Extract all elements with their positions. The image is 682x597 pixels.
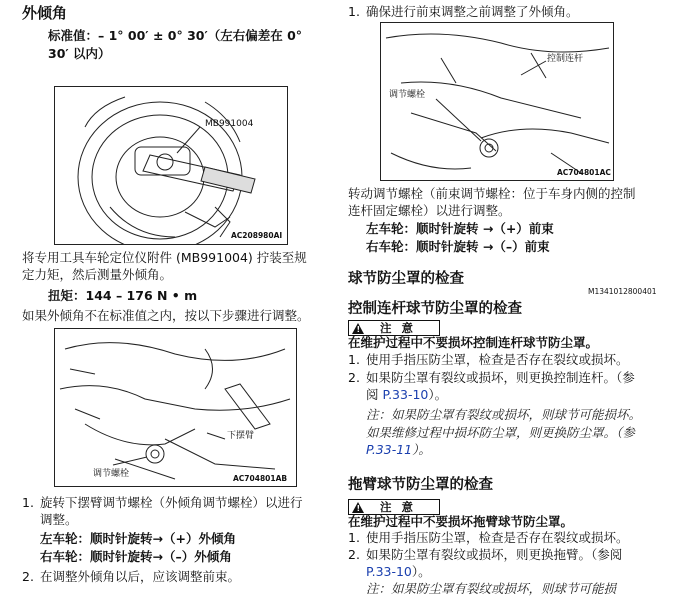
- figure-control-rod-bolt: [380, 22, 614, 181]
- section-code: M1341012800401: [588, 287, 657, 296]
- step1-right-wheel: 右车轮：顺时针旋转→（–）外倾角: [40, 549, 232, 564]
- warning-icon: !: [352, 502, 364, 513]
- figure-id: AC208980AI: [231, 231, 283, 240]
- standard-value-line1: 标准值：– 1° 00′ ± 0° 30′（左右偏差在 0°: [48, 28, 303, 43]
- toe-left-wheel: 左车轮：顺时针旋转 →（+）前束: [366, 221, 554, 236]
- step1-left-wheel: 左车轮：顺时针旋转→（+）外倾角: [40, 531, 236, 546]
- step1-line1: 旋转下摆臂调节螺栓（外倾角调节螺栓）以进行: [40, 495, 303, 510]
- step2-number: 2.: [22, 569, 34, 584]
- caution-text: 在维护过程中不要损坏拖臂球节防尘罩。: [348, 514, 574, 529]
- note-line2: 如果维修过程中损坏防尘罩，则更换防尘罩。（参: [366, 425, 635, 440]
- page-link[interactable]: P.33-10: [366, 564, 412, 579]
- step2-text: 在调整外倾角以后，应该调整前束。: [40, 569, 241, 584]
- toe-step1-text: 确保进行前束调整之前调整了外倾角。: [366, 4, 579, 19]
- note-line1: 注：如果防尘罩有裂纹或损坏，则球节可能损坏。: [366, 407, 642, 422]
- caution-text: 在维护过程中不要损坏控制连杆球节防尘罩。: [348, 335, 599, 350]
- lower-arm-label: 下摆臂: [227, 431, 255, 441]
- item1-text: 使用手指压防尘罩，检查是否存在裂纹或损坏。: [366, 530, 629, 545]
- page-link[interactable]: P.33-11: [366, 442, 413, 457]
- figure-id: AC704801AB: [233, 474, 288, 483]
- step1-number: 1.: [22, 495, 34, 510]
- note-line3: P.33-11）。: [366, 442, 431, 457]
- install-tool-para-line1: 将专用工具车轮定位仪附件 (MB991004) 拧装至规: [22, 250, 307, 265]
- subsection-title-trailing-arm: 拖臂球节防尘罩的检查: [348, 477, 493, 493]
- page-link[interactable]: P.33-10: [382, 387, 429, 402]
- item1-number: 1.: [348, 530, 360, 545]
- figure-id: AC704801AC: [557, 168, 611, 177]
- item2-number: 2.: [348, 370, 360, 385]
- control-rod-drawing: [381, 23, 613, 180]
- adjust-bolt-label: 调节螺栓: [93, 469, 130, 479]
- toe-step1-number: 1.: [348, 4, 360, 19]
- adjust-intro: 如果外倾角不在标准值之内，按以下步骤进行调整。: [22, 308, 310, 323]
- section-title-camber: 外倾角: [22, 4, 68, 22]
- figure-wheel-alignment-tool: [54, 86, 288, 245]
- toe-adjust-para-line1: 转动调节螺栓（前束调节螺栓：位于车身内侧的控制: [348, 186, 636, 201]
- toe-adjust-para-line2: 连杆固定螺栓）以进行调整。: [348, 203, 511, 218]
- toe-right-wheel: 右车轮：顺时针旋转 →（–）前束: [366, 239, 550, 254]
- step1-line2: 调整。: [40, 512, 78, 527]
- control-rod-label: 控制连杆: [547, 54, 584, 64]
- note-cut-line: 注：如果防尘罩有裂纹或损坏，则球节可能损: [366, 581, 617, 596]
- caution-label: 注 意: [380, 500, 417, 514]
- item2-number: 2.: [348, 547, 360, 562]
- subsection-title-control-rod: 控制连杆球节防尘罩的检查: [348, 301, 522, 317]
- section-title-boot-check: 球节防尘罩的检查: [348, 271, 464, 287]
- item2-line1: 如果防尘罩有裂纹或损坏，则更换控制连杆。（参: [366, 370, 635, 385]
- item1-number: 1.: [348, 352, 360, 367]
- item2-line2: P.33-10）。: [366, 564, 431, 579]
- item2-line1: 如果防尘罩有裂纹或损坏，则更换拖臂。（参阅: [366, 547, 623, 562]
- standard-value-line2: 30′ 以内）: [48, 46, 111, 61]
- item2-line2: 阅 P.33-10）。: [366, 387, 448, 402]
- figure-lower-arm-bolt: [54, 328, 297, 487]
- warning-icon: !: [352, 323, 364, 334]
- adjust-bolt-label: 调节螺栓: [389, 90, 426, 100]
- tool-callout-label: MB991004: [205, 119, 254, 129]
- wheel-tool-drawing: [55, 87, 287, 244]
- caution-label: 注 意: [380, 321, 417, 335]
- item1-text: 使用手指压防尘罩，检查是否存在裂纹或损坏。: [366, 352, 629, 367]
- lower-arm-drawing: [55, 329, 296, 486]
- install-tool-para-line2: 定力矩，然后测量外倾角。: [22, 267, 173, 282]
- torque-spec: 扭矩：144 – 176 N • m: [48, 288, 198, 303]
